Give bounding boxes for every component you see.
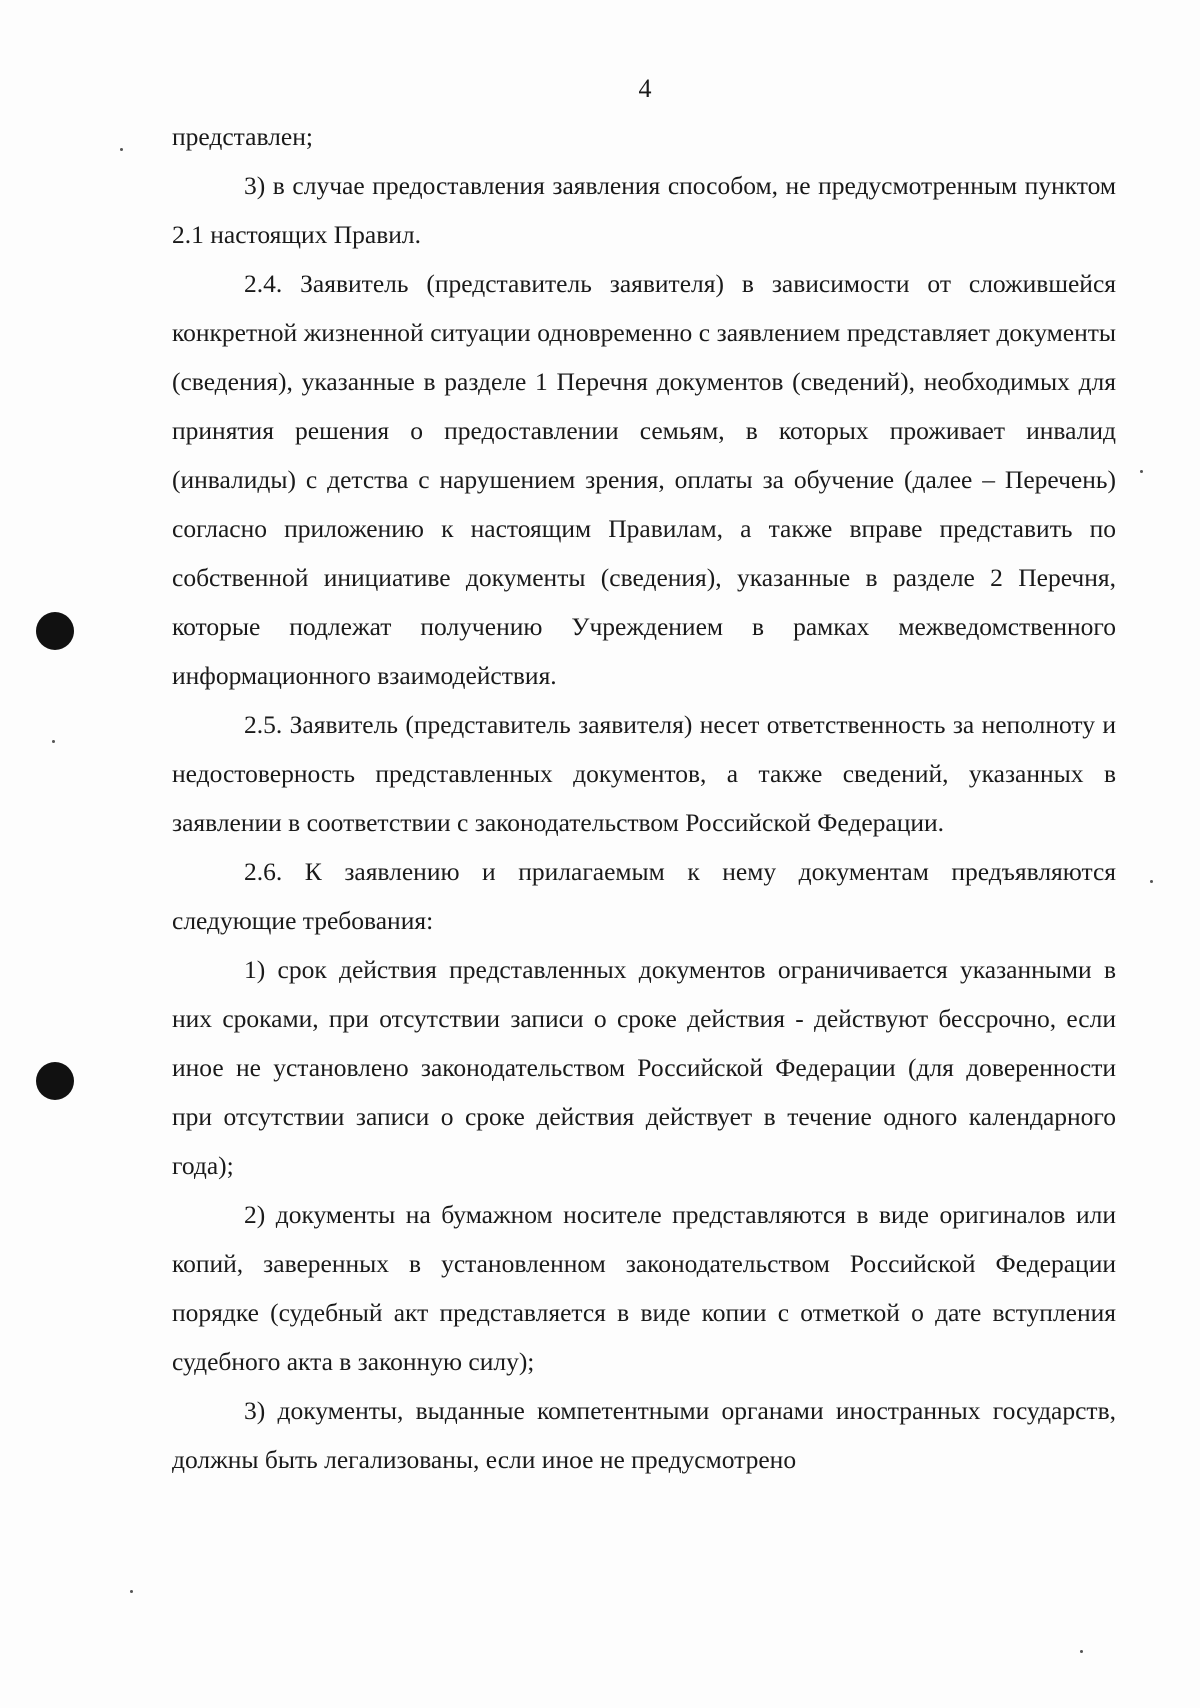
requirement-item-3: 3) документы, выданные компетентными органами иностранных государств, должны быть легализованы, если иное не предусмотрено	[172, 1396, 1116, 1474]
scan-speck	[130, 1590, 133, 1593]
scan-speck	[120, 148, 123, 151]
page-number: 4	[638, 74, 652, 103]
requirement-item-1: 1) срок действия представленных документов ограничивается указанными в них сроками, при отсутствии записи о сроке действия - действуют бессрочно, если иное не установлено законодательством Российской Федерации (для доверенности при отсутствии записи о сроке действия действует в течение одного календарного года);	[172, 955, 1116, 1180]
requirement-item-2: 2) документы на бумажном носителе представляются в виде оригиналов или копий, заверенных в установленном законодательством Российской Федерации порядке (судебный акт представляется в виде копии с отметкой о дате вступления судебного акта в законную силу);	[172, 1200, 1116, 1376]
document-body	[172, 112, 1116, 1484]
paragraph-item-3: 3) в случае предоставления заявления способом, не предусмотренным пунктом 2.1 настоящих Правил.	[172, 171, 1116, 249]
paragraph-fragment: представлен;	[172, 122, 313, 151]
paragraph-2-4: 2.4. Заявитель (представитель заявителя) в зависимости от сложившейся конкретной жизненной ситуации одновременно с заявлением представляет документы (сведения), указанные в разделе 1 Перечня документов (сведений), необходимых для принятия решения о предоставлении семьям, в которых проживает инвалид (инвалиды) с детства с нарушением зрения, оплаты за обучение (далее – Перечень) согласно приложению к настоящим Правилам, а также вправе представить по собственной инициативе документы (сведения), указанные в разделе 2 Перечня, которые подлежат получению Учреждением в рамках межведомственного информационного взаимодействия.	[172, 269, 1116, 690]
scan-speck	[1080, 1650, 1083, 1653]
paragraph-2-5: 2.5. Заявитель (представитель заявителя) несет ответственность за неполноту и недостоверность представленных документов, а также сведений, указанных в заявлении в соответствии с законодательством Российской Федерации.	[172, 710, 1116, 837]
binder-hole-bottom	[36, 1062, 74, 1100]
scan-speck	[52, 740, 55, 743]
scan-speck	[1140, 470, 1143, 473]
scan-speck	[1150, 880, 1153, 883]
binder-hole-top	[36, 612, 74, 650]
paragraph-2-6: 2.6. К заявлению и прилагаемым к нему документам предъявляются следующие требования:	[172, 857, 1116, 935]
